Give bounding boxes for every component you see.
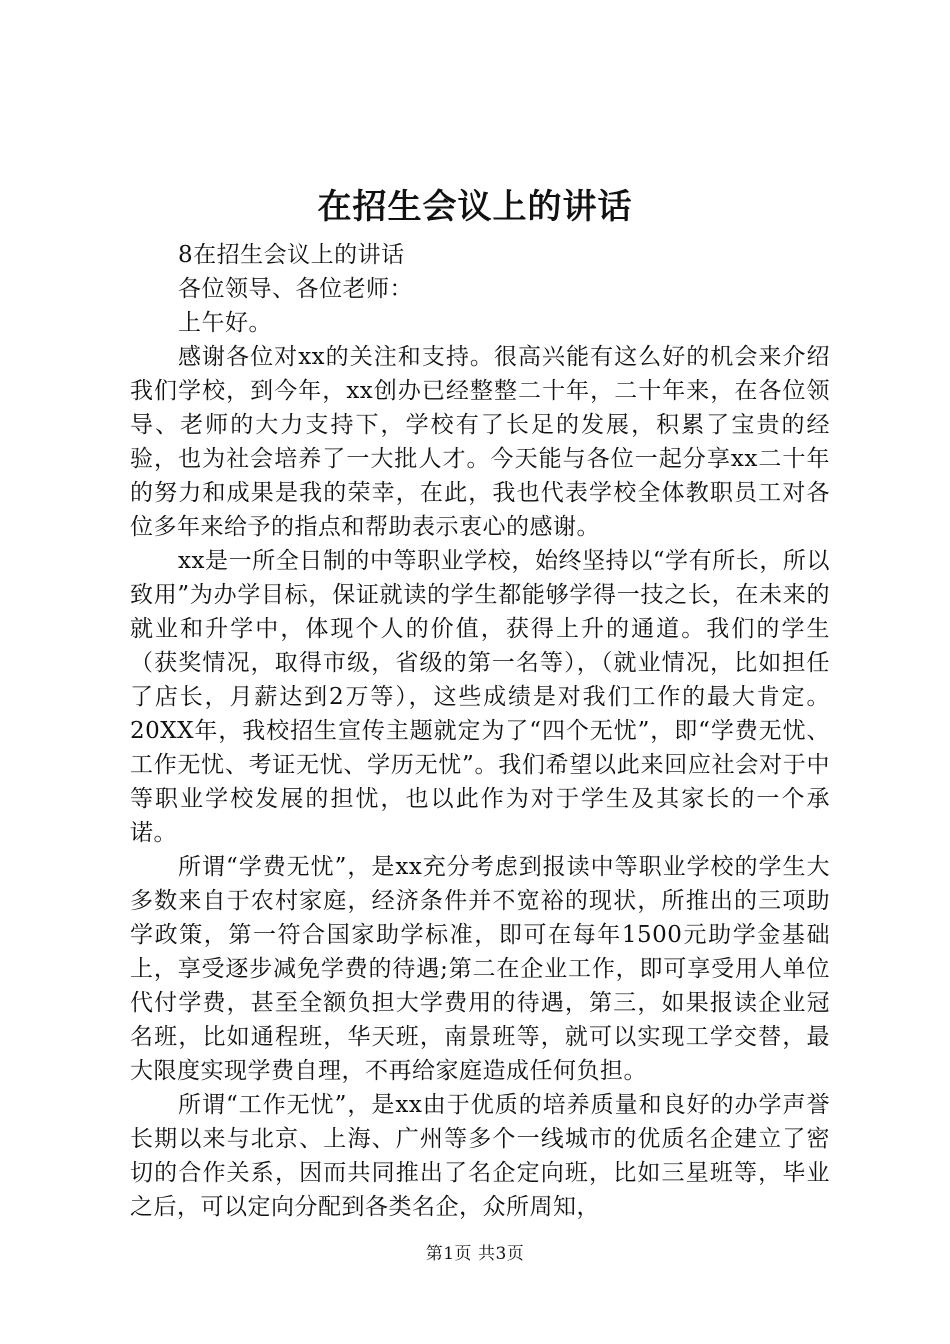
paragraph-employment: 所谓“工作无忧”，是xx由于优质的培养质量和良好的办学声誉长期以来与北京、上海、广州等多个一线城市的优质名企建立了密切的合作关系，因而共同推出了名企定向班，比如三星班等，毕业之后，可以定向分配到各类名企，众所周知， — [130, 1092, 830, 1220]
paragraph-thanks: 感谢各位对xx的关注和支持。很高兴能有这么好的机会来介绍我们学校，到今年，xx创办已经整整二十年，二十年来，在各位领导、老师的大力支持下，学校有了长足的发展，积累了宝贵的经验，也为社会培养了一大批人才。今天能与各位一起分享xx二十年的努力和成果是我的荣幸，在此，我也代表学校全体教职员工对各位多年来给予的指点和帮助表示衷心的感谢。 — [130, 344, 830, 540]
document-title: 在招生会议上的讲话 — [317, 187, 633, 227]
paragraph-greeting: 上午好。 — [178, 310, 272, 336]
paragraph-tuition: 所谓“学费无忧”，是xx充分考虑到报读中等职业学校的学生大多数来自于农村家庭，经济条件并不宽裕的现状，所推出的三项助学政策，第一符合国家助学标准，即可在每年1500元助学金基础上，享受逐步减免学费的待遇;第二在企业工作，即可享受用人单位代付学费，甚至全额负担大学费用的待遇，第三，如果报读企业冠名班，比如通程班，华天班，南景班等，就可以实现工学交替，最大限度实现学费自理，不再给家庭造成任何负担。 — [130, 854, 830, 1084]
paragraph-school-intro: xx是一所全日制的中等职业学校，始终坚持以“学有所长，所以致用”为办学目标，保证就读的学生都能够学得一技之长，在未来的就业和升学中，体现个人的价值，获得上升的通道。我们的学生（获奖情况，取得市级，省级的第一名等），（就业情况，比如担任了店长，月薪达到2万等），这些成绩是对我们工作的最大肯定。20XX年，我校招生宣传主题就定为了“四个无忧”，即“学费无忧、工作无忧、考证无忧、学历无忧”。我们希望以此来回应社会对于中等职业学校发展的担忧，也以此作为对于学生及其家长的一个承诺。 — [130, 548, 830, 846]
document-body — [130, 238, 830, 1224]
paragraph-salutation: 各位领导、各位老师： — [178, 276, 413, 302]
page-number: 第1页 共3页 — [425, 1244, 525, 1264]
paragraph-subtitle: 8在招生会议上的讲话 — [178, 242, 405, 268]
